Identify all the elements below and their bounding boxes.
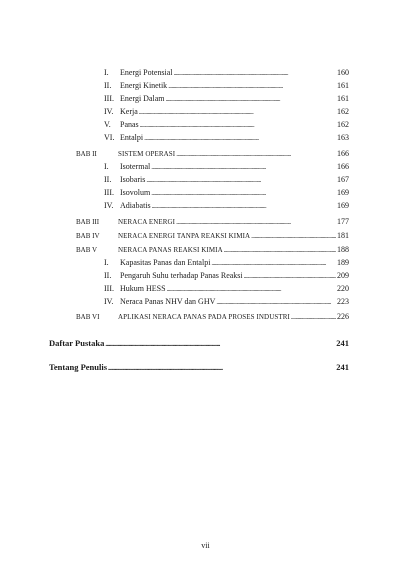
section-page: 241 (336, 362, 349, 372)
entry-page: 223 (337, 297, 349, 306)
entry-page: 189 (337, 258, 349, 267)
toc-chapter-bab-vi[interactable] (76, 312, 349, 322)
entry-title: Isotermal (120, 162, 151, 171)
entry-title: Kapasitas Panas dan Entalpi (120, 258, 211, 267)
chapter-title: NERACA ENERGI (118, 218, 176, 226)
entry-number: II. (104, 175, 112, 184)
entry-number: II. (104, 81, 112, 90)
entry-number: II. (104, 271, 112, 280)
entry-number: I. (104, 162, 109, 171)
section-title: Daftar Pustaka (49, 338, 105, 348)
toc-entry-adiabatis[interactable] (104, 201, 349, 211)
toc-entry-energi-dalam[interactable] (104, 94, 349, 104)
toc-entry-neraca-panas-nhv[interactable] (104, 297, 349, 307)
entry-page: 166 (337, 162, 349, 171)
chapter-number: BAB IV (76, 232, 100, 240)
dot-leader (168, 81, 336, 91)
toc-chapter-bab-iv[interactable] (76, 231, 349, 241)
section-title: Tentang Penulis (49, 362, 108, 372)
dot-leader (139, 107, 336, 117)
entry-number: I. (104, 68, 109, 77)
dot-leader (140, 120, 336, 130)
toc-entry-panas[interactable] (104, 120, 349, 130)
toc-entry-pengaruh-suhu[interactable] (104, 271, 349, 281)
entry-number: III. (104, 94, 114, 103)
toc-entry-energi-potensial[interactable] (104, 68, 349, 78)
entry-title: Energi Dalam (120, 94, 165, 103)
entry-page: 167 (337, 175, 349, 184)
entry-number: IV. (104, 297, 114, 306)
chapter-number: BAB VI (76, 313, 100, 321)
entry-title: Isovolum (120, 188, 151, 197)
section-page: 241 (336, 338, 349, 348)
toc-entry-isobaris[interactable] (104, 175, 349, 185)
page-number: vii (201, 541, 210, 550)
dot-leader (216, 297, 336, 307)
chapter-title: NERACA ENERGI TANPA REAKSI KIMIA (118, 232, 251, 240)
chapter-page: 177 (337, 217, 349, 226)
toc-entry-entalpi[interactable] (104, 133, 349, 143)
toc-entry-kerja[interactable] (104, 107, 349, 117)
entry-title: Energi Kinetik (120, 81, 168, 90)
entry-page: 163 (337, 133, 349, 142)
toc-entry-energi-kinetik[interactable] (104, 81, 349, 91)
entry-page: 160 (337, 68, 349, 77)
dot-leader (151, 162, 336, 172)
entry-title: Isobaris (120, 175, 146, 184)
chapter-number: BAB II (76, 150, 97, 158)
chapter-page: 226 (337, 312, 349, 321)
dot-leader (224, 245, 336, 255)
chapter-title: SISTEM OPERASI (118, 150, 176, 158)
dot-leader (251, 231, 336, 241)
dot-leader (174, 68, 336, 78)
dot-leader (176, 149, 336, 159)
entry-page: 161 (337, 94, 349, 103)
chapter-number: BAB III (76, 218, 100, 226)
entry-title: Adiabatis (120, 201, 151, 210)
entry-page: 169 (337, 188, 349, 197)
toc-tentang-penulis[interactable] (49, 362, 349, 373)
toc-chapter-bab-ii[interactable] (76, 149, 349, 159)
dot-leader (176, 217, 336, 227)
entry-page: 161 (337, 81, 349, 90)
entry-title: Pengaruh Suhu terhadap Panas Reaksi (120, 271, 243, 280)
entry-page: 209 (337, 271, 349, 280)
entry-title: Panas (120, 120, 139, 129)
entry-number: IV. (104, 107, 114, 116)
entry-title: Entalpi (120, 133, 144, 142)
entry-page: 162 (337, 120, 349, 129)
dot-leader (244, 271, 336, 281)
chapter-title: NERACA PANAS REAKSI KIMIA (118, 246, 223, 254)
entry-page: 220 (337, 284, 349, 293)
dot-leader (152, 201, 336, 211)
toc-entry-isotermal[interactable] (104, 162, 349, 172)
dot-leader (167, 284, 336, 294)
chapter-page: 188 (337, 245, 349, 254)
dot-leader (291, 312, 336, 322)
entry-title: Kerja (120, 107, 138, 116)
entry-number: III. (104, 284, 114, 293)
dot-leader (166, 94, 336, 104)
entry-number: VI. (104, 133, 115, 142)
entry-number: I. (104, 258, 109, 267)
dot-leader (144, 133, 336, 143)
entry-title: Hukum HESS (120, 284, 166, 293)
toc-entry-hukum-hess[interactable] (104, 284, 349, 294)
toc-daftar-pustaka[interactable] (49, 338, 349, 349)
entry-title: Energi Potensial (120, 68, 173, 77)
dot-leader (211, 258, 336, 268)
chapter-number: BAB V (76, 246, 98, 254)
entry-number: IV. (104, 201, 114, 210)
entry-title: Neraca Panas NHV dan GHV (120, 297, 216, 306)
chapter-page: 181 (337, 231, 349, 240)
dot-leader (151, 188, 336, 198)
chapter-title: APLIKASI NERACA PANAS PADA PROSES INDUSTRI (118, 313, 290, 321)
toc-chapter-bab-v[interactable] (76, 245, 349, 255)
entry-page: 162 (337, 107, 349, 116)
entry-number: III. (104, 188, 114, 197)
toc-entry-kapasitas-panas[interactable] (104, 258, 349, 268)
toc-chapter-bab-iii[interactable] (76, 217, 349, 227)
entry-page: 169 (337, 201, 349, 210)
toc-entry-isovolum[interactable] (104, 188, 349, 198)
dot-leader (108, 363, 335, 373)
chapter-page: 166 (337, 149, 349, 158)
dot-leader (146, 175, 336, 185)
dot-leader (105, 339, 335, 349)
entry-number: V. (104, 120, 111, 129)
